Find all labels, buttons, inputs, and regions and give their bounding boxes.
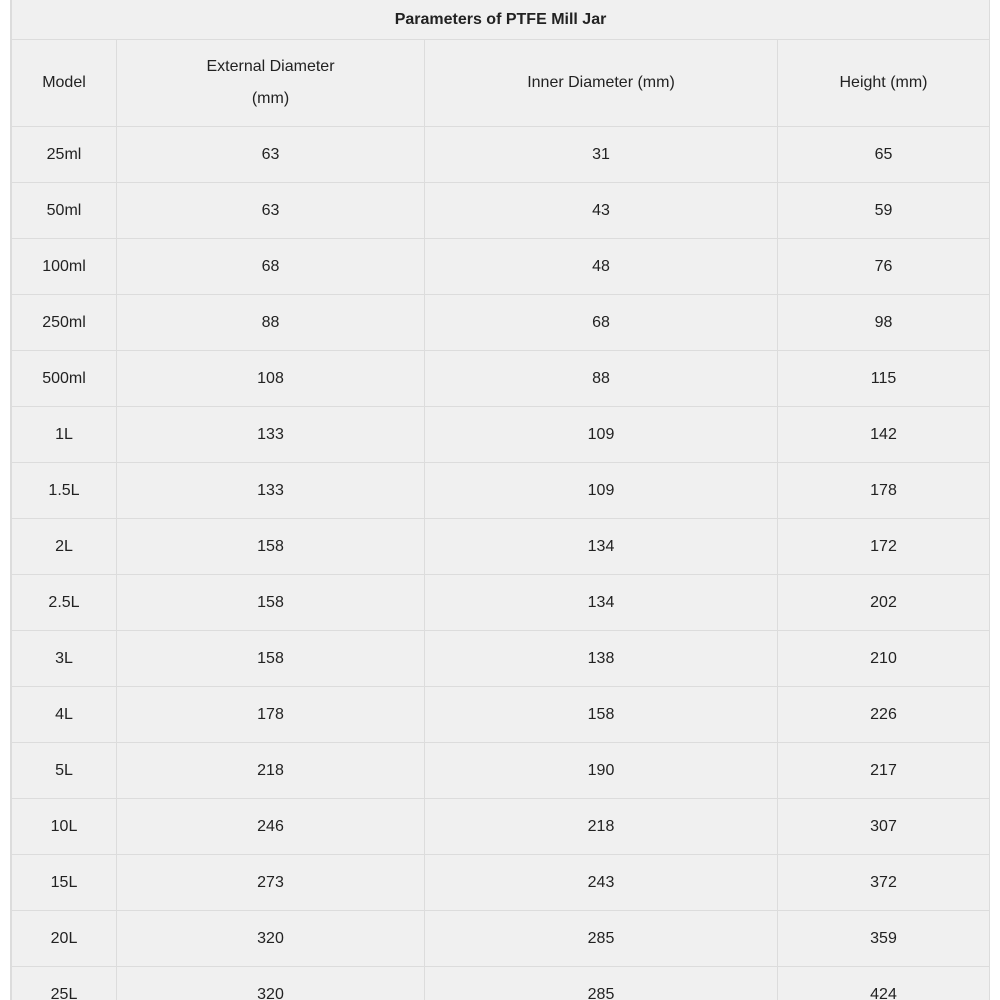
cell-height: 59 bbox=[778, 183, 990, 239]
table-row bbox=[12, 295, 990, 351]
table-row bbox=[12, 911, 990, 967]
cell-external-diameter: 178 bbox=[117, 687, 425, 743]
cell-height: 226 bbox=[778, 687, 990, 743]
cell-height: 372 bbox=[778, 855, 990, 911]
cell-model: 250ml bbox=[12, 295, 117, 351]
cell-inner-diameter: 109 bbox=[425, 407, 778, 463]
cell-external-diameter: 63 bbox=[117, 127, 425, 183]
cell-inner-diameter: 88 bbox=[425, 351, 778, 407]
cell-external-diameter: 158 bbox=[117, 631, 425, 687]
table-title-row bbox=[12, 0, 990, 40]
cell-external-diameter: 133 bbox=[117, 407, 425, 463]
header-external-diameter-line1: External Diameter bbox=[206, 58, 335, 75]
parameters-table-container bbox=[10, 0, 990, 1000]
cell-inner-diameter: 138 bbox=[425, 631, 778, 687]
cell-external-diameter: 63 bbox=[117, 183, 425, 239]
table-row bbox=[12, 855, 990, 911]
cell-model: 1L bbox=[12, 407, 117, 463]
cell-model: 25ml bbox=[12, 127, 117, 183]
cell-external-diameter: 320 bbox=[117, 967, 425, 1000]
cell-inner-diameter: 48 bbox=[425, 239, 778, 295]
cell-height: 202 bbox=[778, 575, 990, 631]
cell-inner-diameter: 285 bbox=[425, 911, 778, 967]
cell-external-diameter: 158 bbox=[117, 519, 425, 575]
cell-inner-diameter: 31 bbox=[425, 127, 778, 183]
table-row bbox=[12, 687, 990, 743]
cell-model: 10L bbox=[12, 799, 117, 855]
cell-model: 20L bbox=[12, 911, 117, 967]
cell-inner-diameter: 190 bbox=[425, 743, 778, 799]
table-row bbox=[12, 743, 990, 799]
cell-external-diameter: 320 bbox=[117, 911, 425, 967]
cell-inner-diameter: 243 bbox=[425, 855, 778, 911]
parameters-table bbox=[11, 0, 990, 1000]
table-body bbox=[12, 127, 990, 1000]
cell-model: 1.5L bbox=[12, 463, 117, 519]
cell-external-diameter: 218 bbox=[117, 743, 425, 799]
cell-model: 2.5L bbox=[12, 575, 117, 631]
cell-height: 307 bbox=[778, 799, 990, 855]
cell-model: 500ml bbox=[12, 351, 117, 407]
cell-external-diameter: 88 bbox=[117, 295, 425, 351]
table-row bbox=[12, 183, 990, 239]
cell-height: 65 bbox=[778, 127, 990, 183]
cell-external-diameter: 108 bbox=[117, 351, 425, 407]
cell-external-diameter: 273 bbox=[117, 855, 425, 911]
cell-inner-diameter: 134 bbox=[425, 519, 778, 575]
cell-inner-diameter: 285 bbox=[425, 967, 778, 1000]
cell-height: 210 bbox=[778, 631, 990, 687]
cell-height: 172 bbox=[778, 519, 990, 575]
table-row bbox=[12, 351, 990, 407]
table-header-row bbox=[12, 40, 990, 127]
table-row bbox=[12, 967, 990, 1000]
cell-model: 3L bbox=[12, 631, 117, 687]
header-height: Height (mm) bbox=[778, 40, 990, 127]
cell-model: 5L bbox=[12, 743, 117, 799]
cell-model: 4L bbox=[12, 687, 117, 743]
table-row bbox=[12, 799, 990, 855]
cell-height: 217 bbox=[778, 743, 990, 799]
cell-height: 359 bbox=[778, 911, 990, 967]
header-inner-diameter: Inner Diameter (mm) bbox=[425, 40, 778, 127]
cell-height: 178 bbox=[778, 463, 990, 519]
cell-external-diameter: 133 bbox=[117, 463, 425, 519]
table-row bbox=[12, 519, 990, 575]
cell-external-diameter: 68 bbox=[117, 239, 425, 295]
cell-external-diameter: 158 bbox=[117, 575, 425, 631]
cell-model: 100ml bbox=[12, 239, 117, 295]
table-row bbox=[12, 575, 990, 631]
cell-inner-diameter: 158 bbox=[425, 687, 778, 743]
cell-model: 25L bbox=[12, 967, 117, 1000]
table-row bbox=[12, 239, 990, 295]
table-title: Parameters of PTFE Mill Jar bbox=[12, 0, 990, 40]
cell-height: 115 bbox=[778, 351, 990, 407]
table-row bbox=[12, 631, 990, 687]
cell-model: 50ml bbox=[12, 183, 117, 239]
table-row bbox=[12, 127, 990, 183]
cell-height: 424 bbox=[778, 967, 990, 1000]
cell-inner-diameter: 218 bbox=[425, 799, 778, 855]
cell-inner-diameter: 134 bbox=[425, 575, 778, 631]
header-external-diameter-line2: (mm) bbox=[251, 90, 290, 107]
cell-height: 98 bbox=[778, 295, 990, 351]
cell-height: 142 bbox=[778, 407, 990, 463]
cell-height: 76 bbox=[778, 239, 990, 295]
cell-inner-diameter: 68 bbox=[425, 295, 778, 351]
cell-inner-diameter: 109 bbox=[425, 463, 778, 519]
cell-external-diameter: 246 bbox=[117, 799, 425, 855]
cell-model: 2L bbox=[12, 519, 117, 575]
table-row bbox=[12, 463, 990, 519]
cell-model: 15L bbox=[12, 855, 117, 911]
table-row bbox=[12, 407, 990, 463]
header-model: Model bbox=[12, 40, 117, 127]
header-external-diameter bbox=[117, 40, 425, 127]
cell-inner-diameter: 43 bbox=[425, 183, 778, 239]
